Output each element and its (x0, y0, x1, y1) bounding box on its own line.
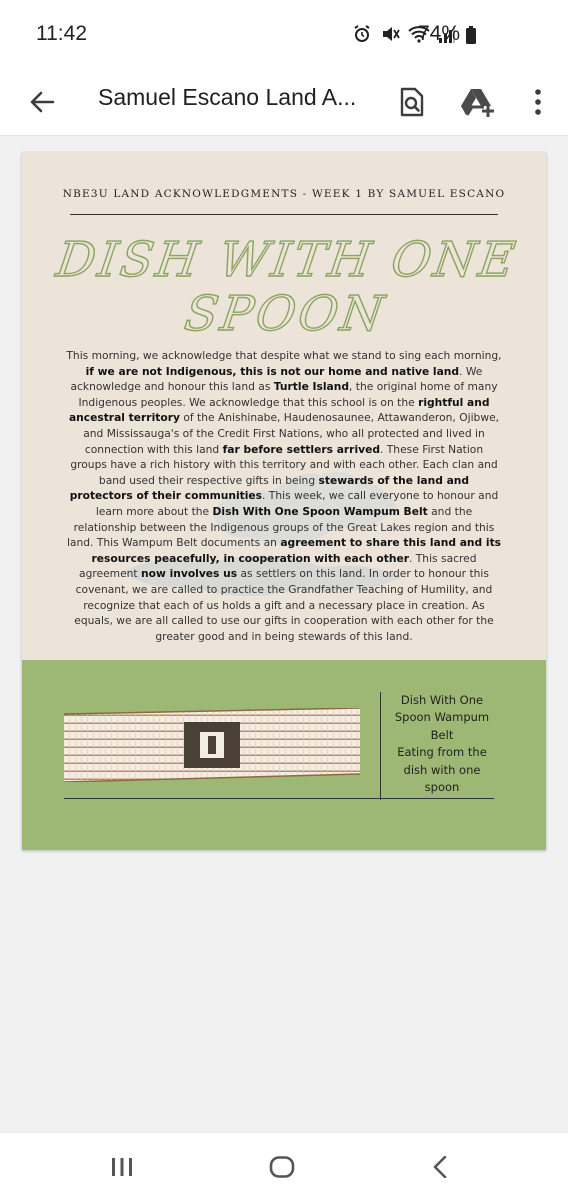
app-bar (0, 68, 568, 136)
belt-caption (386, 692, 498, 796)
body-emphasis: Turtle Island (273, 380, 350, 394)
status-time: 11:42 (36, 22, 87, 45)
body-emphasis: far before settlers arrived (222, 442, 380, 456)
body-emphasis: if we are not Indigenous, this is not our home and native land (85, 364, 460, 378)
document-title: Samuel Escano Land A... (98, 84, 357, 110)
body-emphasis: now involves us (141, 567, 238, 581)
body-emphasis: agreement to share this land and its resources peacefully, in cooperation with each other (91, 536, 502, 565)
nav-back-icon (433, 1156, 447, 1178)
mute-icon (380, 24, 400, 44)
battery-percent: 74% (417, 22, 460, 45)
title-line-2: SPOON (181, 286, 390, 342)
back-button[interactable] (22, 82, 62, 122)
home-icon (269, 1156, 295, 1178)
page-title (22, 226, 546, 342)
page-header: NBE3U LAND ACKNOWLEDGMENTS - WEEK 1 BY SAMUEL ESCANO (62, 188, 506, 200)
caption-divider-horizontal (64, 798, 494, 799)
header-divider (70, 214, 498, 215)
document-page[interactable] (22, 152, 546, 850)
nav-back-button[interactable] (420, 1151, 460, 1183)
caption-divider-vertical (380, 692, 381, 800)
wampum-section (22, 660, 546, 850)
home-button[interactable] (262, 1151, 302, 1183)
more-options-button[interactable] (518, 82, 558, 122)
caption-title: Dish With One Spoon Wampum Belt (394, 693, 490, 742)
body-run: of the Anishinabe, Haudenosaunee, Attawanderon, Ojibwe, and Mississauga's of the Credit First Nations, who all protected and lived in connection with this land (83, 411, 500, 456)
body-run: , the original home of many Indigenous peoples. We acknowledge that this school is on the (78, 380, 498, 409)
body-run: . We acknowledge and honour this land as (70, 364, 483, 394)
battery-icon (466, 26, 476, 44)
status-bar (0, 0, 568, 68)
title-line-1: DISH WITH ONE (53, 232, 522, 288)
add-to-drive-icon (461, 87, 495, 117)
body-run: . This sacred agreement (79, 551, 477, 581)
wampum-belt-image (64, 708, 360, 782)
arrow-back-icon (29, 89, 55, 115)
acknowledgment-body (66, 348, 502, 644)
body-run: as settlers on this land. In order to honour this covenant, we are called to practice the Grandfather Teaching of Humility, and recognize that each of us holds a gift and a necessary place in creation. As equals, we are all called to use our gifts in cooperation with each other for the greater good and in being stewards of this land. (74, 567, 494, 643)
recents-button[interactable] (102, 1151, 142, 1183)
alarm-icon (352, 24, 372, 44)
find-in-page-button[interactable] (392, 82, 432, 122)
body-emphasis: rightful and ancestral territory (68, 395, 490, 425)
body-emphasis: Dish With One Spoon Wampum Belt (212, 504, 428, 518)
body-run: . This week, we call everyone to honour and learn more about the (95, 489, 499, 518)
find-in-page-icon (399, 87, 425, 117)
body-run: . These First Nation groups have a rich history with this territory and with each other. Each clan and band used their respective gifts in being (70, 442, 498, 487)
recents-icon (111, 1157, 133, 1177)
body-emphasis: stewards of the land and protectors of their communities (69, 473, 470, 503)
add-to-drive-button[interactable] (458, 82, 498, 122)
body-run: and the relationship between the Indigenous groups of the Great Lakes region and this land. This Wampum Belt documents an (66, 504, 495, 550)
more-vert-icon (534, 89, 542, 115)
caption-subtitle: Eating from the dish with one spoon (397, 745, 487, 795)
body-run: This morning, we acknowledge that despite what we stand to sing each morning, (66, 349, 502, 362)
system-nav-bar (0, 1133, 568, 1200)
